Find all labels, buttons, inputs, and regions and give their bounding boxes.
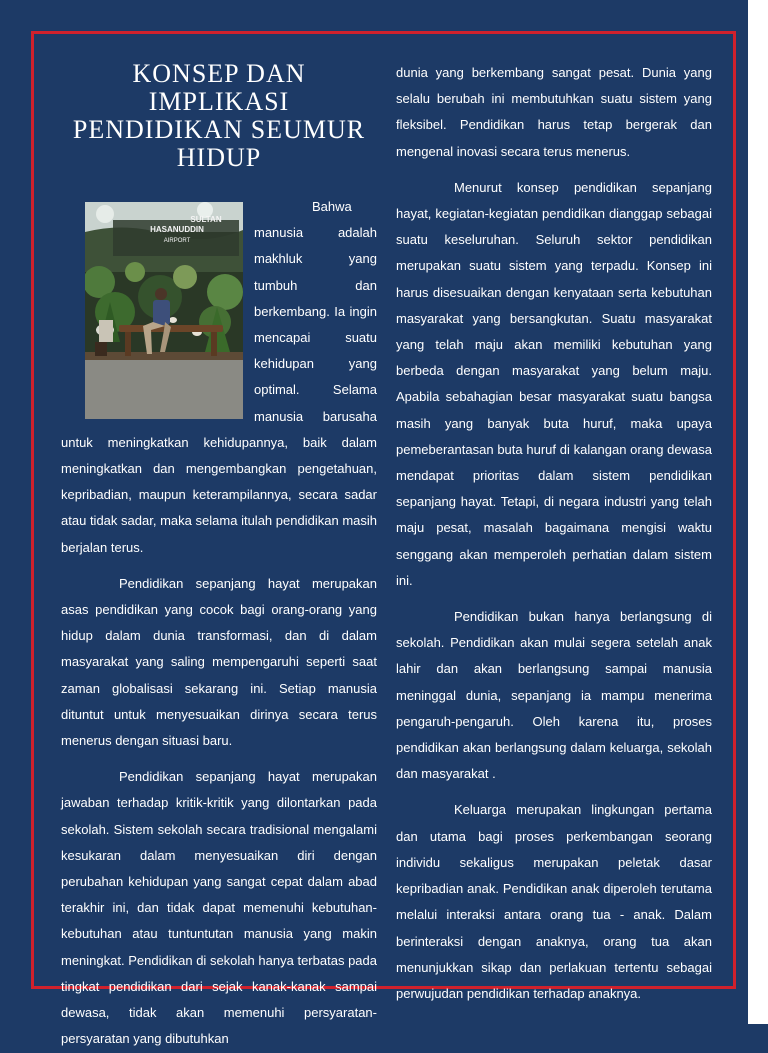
airport-sign-sub: AIRPORT — [163, 238, 191, 244]
document-title: KONSEP DAN IMPLIKASI PENDIDIKAN SEUMUR HIDUP — [72, 59, 366, 172]
page-edge — [748, 0, 768, 1024]
paragraph-left-3: Pendidikan sepanjang hayat merupakan jawaban terhadap kritik-kritik yang dilontarkan pada sekolah. Sistem sekolah secara tradisional mengalami kesukaran dalam menyesuaikan diri dengan perubahan kehidupan yang sangat cepat dalam abad terakhir ini, dan tidak dapat memenuhi kebutuhan-kebutuhan atau tuntuntutan manusia yang makin meningkat. Pendidikan di sekolah hanya terbatas pada tingkat pendidikan dari sejak kanak-kanak sampai dewasa, tidak akan memenuhi persyaratan-persyaratan yang dibutuhkan — [61, 769, 377, 1047]
airport-photo — [85, 202, 243, 419]
paragraph-right-3: Pendidikan bukan hanya berlangsung di sekolah. Pendidikan akan mulai segera setelah anak lahir dan akan berlangsung sampai manusia meninggal dunia, sepanjang ia mampu menerima pengaruh-pengaruh. Oleh karena itu, proses pendidikan akan berlangsung dalam keluarga, sekolah dan masyarakat . — [396, 609, 712, 782]
paragraph-right-1: dunia yang berkembang sangat pesat. Dunia yang selalu berubah ini membutuhkan suatu sistem yang fleksibel. Pendidikan harus tetap bergerak dan mengenal inovasi secara terus menerus. — [396, 65, 712, 159]
right-column — [396, 60, 712, 1007]
paragraph-right-4: Keluarga merupakan lingkungan pertama dan utama bagi proses perkembangan seorang individu sekaligus merupakan peletak dasar kepribadian anak. Pendidikan anak diperoleh terutama melalui interaksi antara orang tua - anak. Dalam berinteraksi dengan anaknya, orang tua akan menunjukkan sikap dan perlakuan tertentu sebagai perwujudan pendidikan terhadap anaknya. — [396, 802, 712, 1001]
paragraph-right-2: Menurut konsep pendidikan sepanjang hayat, kegiatan-kegiatan pendidikan dianggap sebagai suatu keseluruhan. Seluruh sektor pendidikan merupakan suatu sistem yang terpadu. Konsep ini harus disesuaikan dengan kenyataan serta kebutuhan masyarakat yang bersangkutan. Suatu masyarakat yang telah maju akan memiliki kebutuhan yang berbeda dengan masyarakat yang belum maju. Apabila sebahagian besar masyarakat suatu bangsa masih yang banyak buta huruf, maka upaya pemeberantasan buta huruf di kalangan orang dewasa mendapat prioritas dalam sistem pendidikan sepanjang hayat. Tetapi, di negara industri yang telah maju pesat, masalah bagaimana mengisi waktu senggang akan memperoleh perhatian dalam sistem ini. — [396, 179, 712, 588]
paragraph-left-1-text: Bahwa manusia adalah makhluk yang tumbuh dan berkembang. Ia ingin mencapai suatu kehidupan yang optimal. Selama manusia barusaha untuk meningkatkan kehidupannya, baik dalam meningkatkan dan mengembangkan pengetahuan, kepribadian, maupun keterampilannya, secara sadar atau tidak sadar, maka selama itulah pendidikan masih berjalan terus. — [61, 199, 377, 555]
paragraph-left-1 — [61, 194, 377, 561]
left-column — [61, 60, 377, 1053]
airport-sign-name: SULTAN HASANUDDIN — [150, 215, 222, 234]
airport-sign — [117, 215, 237, 246]
paragraph-left-2: Pendidikan sepanjang hayat merupakan asas pendidikan yang cocok bagi orang-orang yang hidup dalam dunia transformasi, dan di dalam masyarakat yang saling mempengaruhi seperti saat zaman globalisasi sekarang ini. Setiap manusia dituntut untuk menyesuaikan dirinya secara terus menerus dengan situasi baru. — [61, 575, 377, 749]
